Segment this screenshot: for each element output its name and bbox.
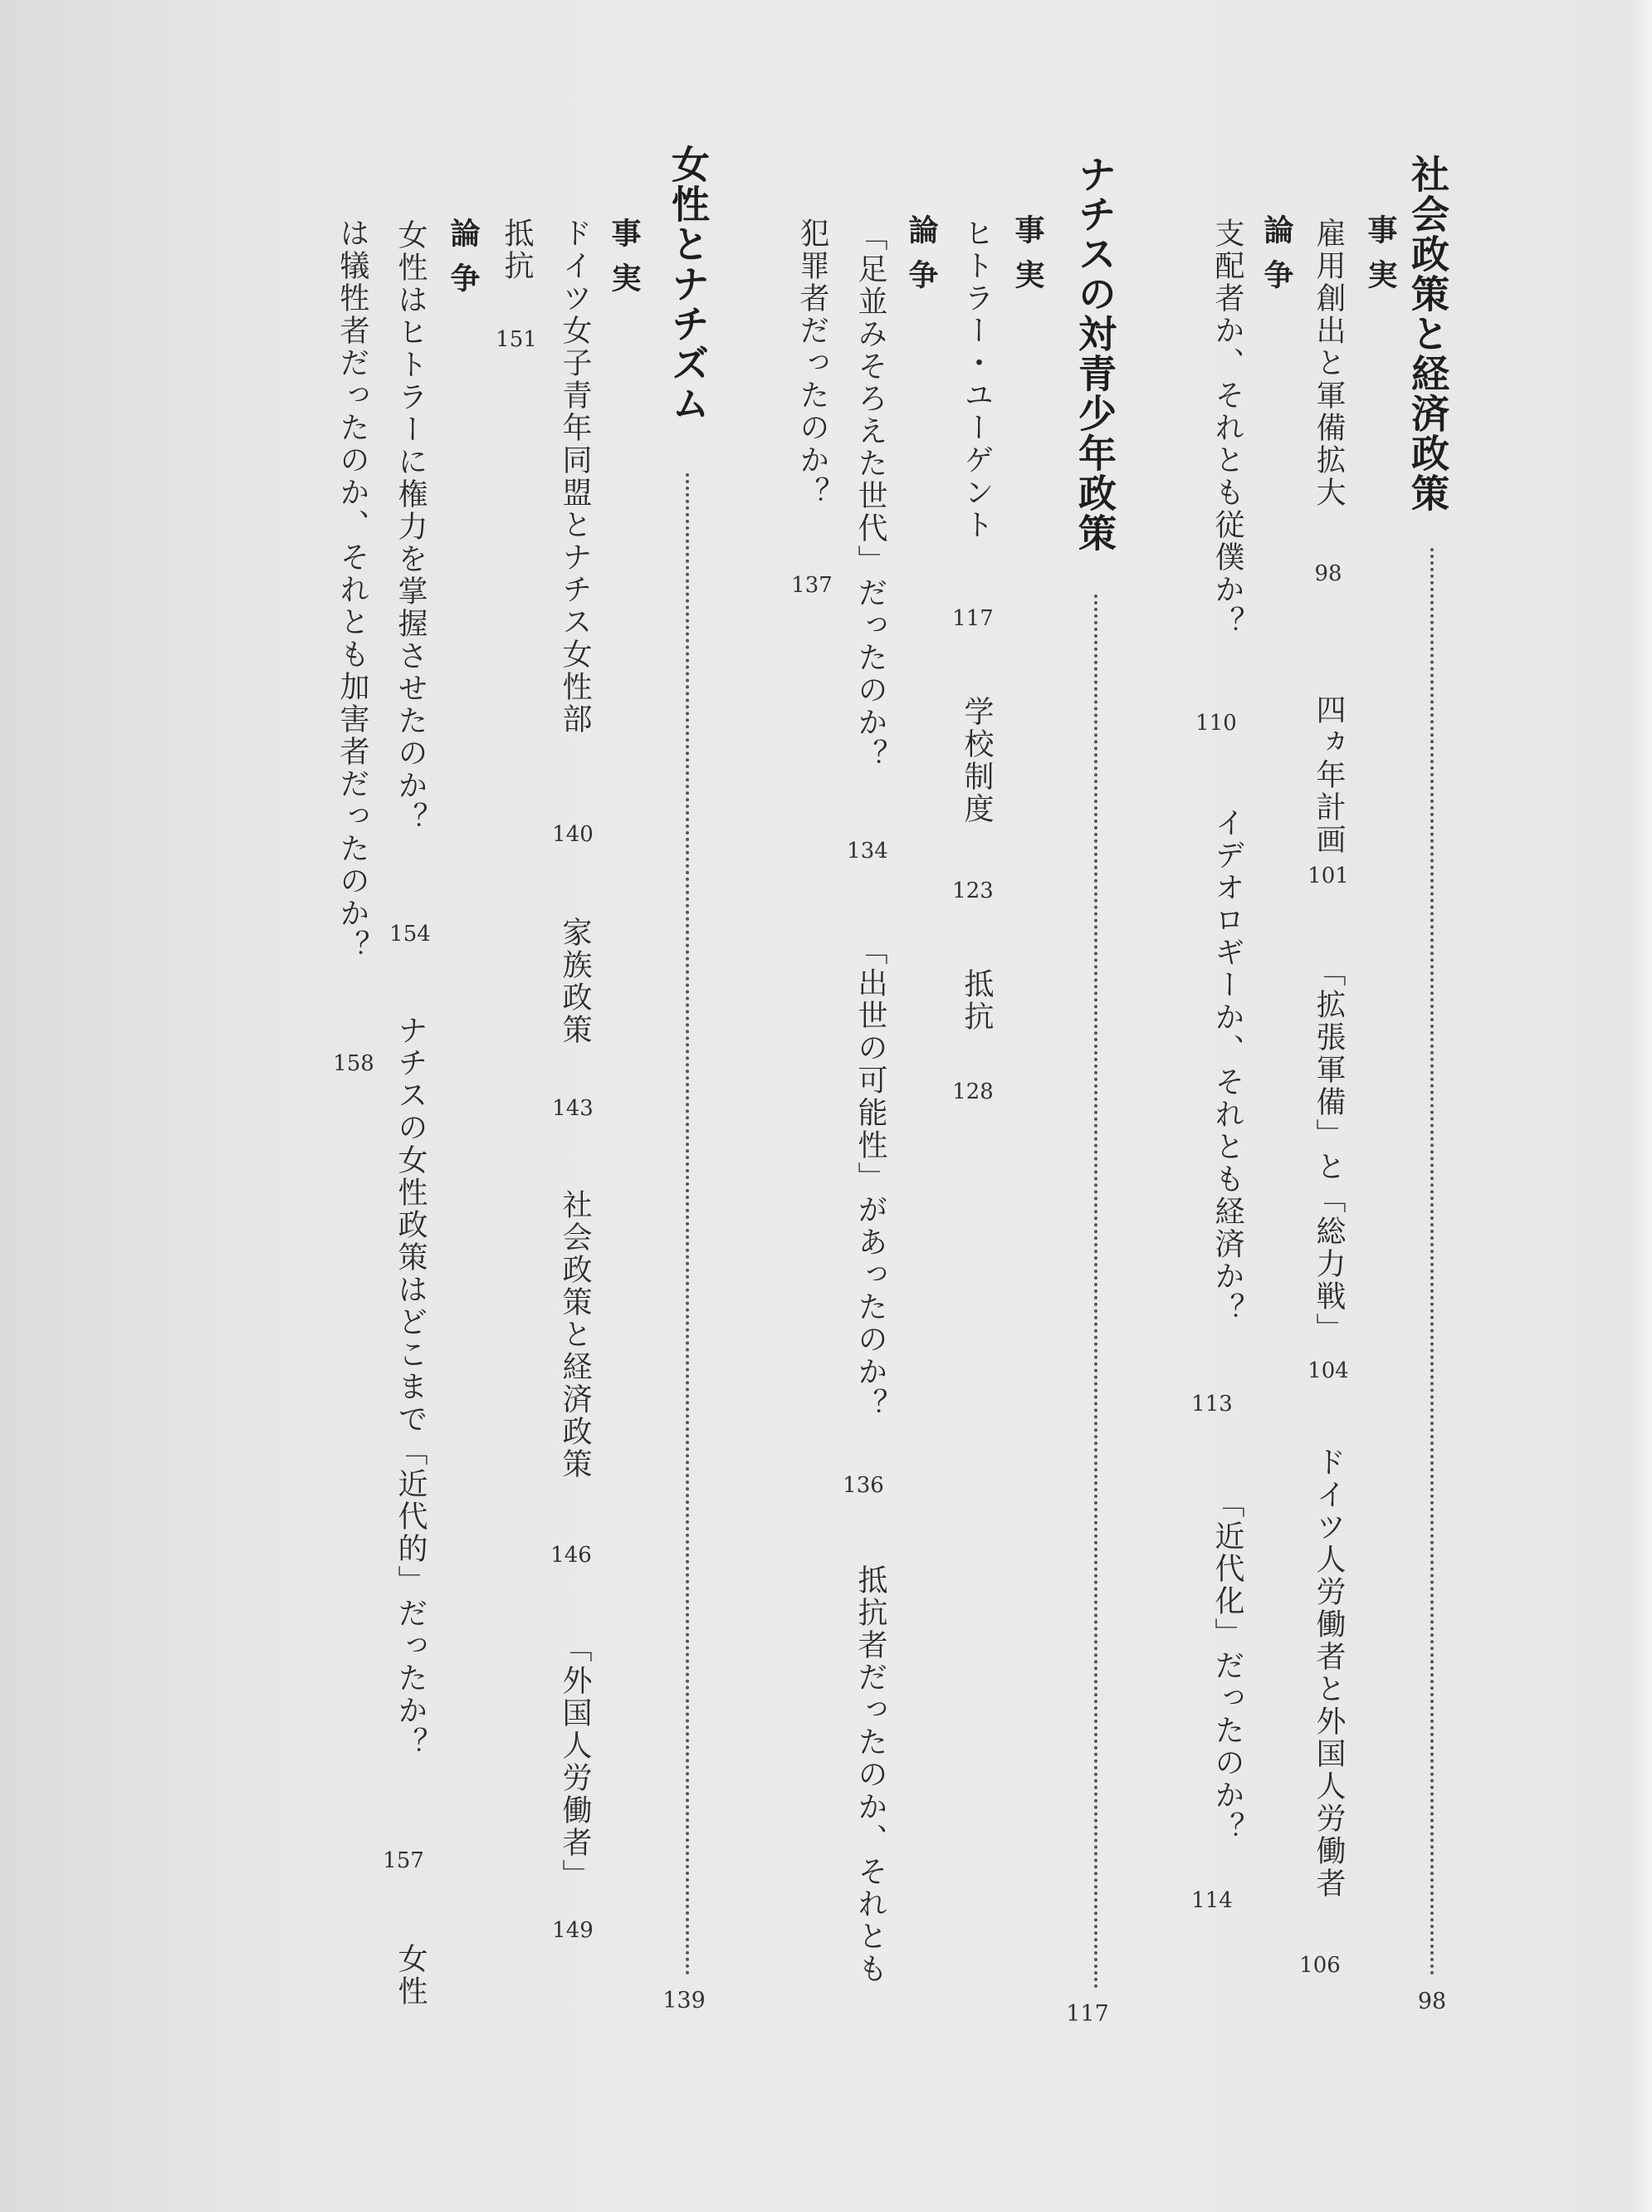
entry-page-number: 123 xyxy=(952,878,994,903)
entry-page-number: 104 xyxy=(1307,1358,1349,1383)
toc-entry: 「拡張軍備」と「総力戦」 xyxy=(1312,957,1346,1345)
entry-page-number: 157 xyxy=(383,1848,424,1873)
entry-page-number: 154 xyxy=(389,922,431,947)
entry-page-number: 158 xyxy=(333,1051,374,1076)
toc-entry: 学校制度 xyxy=(960,696,994,825)
entry-page-number: 117 xyxy=(952,606,994,631)
entry-page-number: 136 xyxy=(843,1473,884,1498)
entry-page-number: 110 xyxy=(1195,711,1237,736)
chapter-title: ナチスの対青少年政策 xyxy=(1073,154,1117,553)
toc-entry: 「足並みそろえた世代」だったのか？ xyxy=(853,221,887,771)
debate-label: 論争 xyxy=(904,214,939,304)
chapter-title: 女性とナチズム xyxy=(666,144,711,423)
toc-entry: 女性 xyxy=(393,1943,428,2008)
toc-entry: 女性はヒトラーに権力を掌握させたのか？ xyxy=(393,219,428,834)
entry-page-number: 114 xyxy=(1191,1888,1233,1913)
toc-entry: 雇用創出と軍備拡大 xyxy=(1312,218,1346,509)
dotted-leader xyxy=(1094,595,1097,1989)
entry-page-number: 106 xyxy=(1299,1953,1341,1978)
toc-entry: 家族政策 xyxy=(558,917,592,1046)
entry-page-number: 98 xyxy=(1314,561,1342,586)
entry-page-number: 128 xyxy=(952,1079,994,1104)
entry-page-number: 143 xyxy=(552,1096,594,1121)
toc-entry: 抵抗者だったのか、それとも xyxy=(853,1564,887,1985)
chapter-page-number: 117 xyxy=(1066,2001,1109,2027)
chapter-title: 社会政策と経済政策 xyxy=(1405,154,1450,513)
toc-entry: 犯罪者だったのか？ xyxy=(795,218,829,509)
entry-page-number: 101 xyxy=(1307,864,1349,888)
entry-page-number: 146 xyxy=(550,1543,592,1568)
entry-page-number: 140 xyxy=(552,822,594,847)
toc-entry: 「出世の可能性」があったのか？ xyxy=(853,935,887,1421)
chapter-page-number: 98 xyxy=(1417,1989,1447,2014)
toc-entry: ヒトラー・ユーゲント xyxy=(960,218,994,541)
toc-entry: 抵抗 xyxy=(500,218,534,282)
dotted-leader xyxy=(686,473,689,1976)
entry-page-number: 137 xyxy=(791,573,833,598)
toc-entry: 支配者か、それとも従僕か？ xyxy=(1210,218,1244,639)
entry-page-number: 113 xyxy=(1191,1392,1233,1417)
fact-label: 事実 xyxy=(607,218,642,307)
toc-entry: 四ヵ年計画 xyxy=(1312,694,1346,856)
entry-page-number: 149 xyxy=(552,1918,594,1943)
fact-label: 事実 xyxy=(1363,214,1398,304)
debate-label: 論争 xyxy=(1259,214,1294,304)
page-edge xyxy=(1629,0,1652,2212)
toc-entry: イデオロギーか、それとも経済か？ xyxy=(1210,807,1244,1325)
entry-page-number: 134 xyxy=(847,839,888,864)
toc-entry: 抵抗 xyxy=(960,968,994,1033)
toc-entry: ドイツ人労働者と外国人労働者 xyxy=(1312,1446,1346,1900)
chapter-page-number: 139 xyxy=(662,1988,706,2014)
toc-entry: は犠牲者だったのか、それとも加害者だったのか？ xyxy=(335,218,369,962)
fact-label: 事実 xyxy=(1010,214,1045,304)
dotted-leader xyxy=(1430,548,1434,1976)
toc-entry: 「近代化」だったのか？ xyxy=(1210,1488,1244,1844)
entry-page-number: 151 xyxy=(496,327,537,352)
toc-entry: 社会政策と経済政策 xyxy=(558,1189,592,1480)
toc-entry: ナチスの女性政策はどこまで「近代的」だったか？ xyxy=(393,1015,428,1759)
toc-entry: 「外国人労働者」 xyxy=(558,1632,592,1891)
debate-label: 論争 xyxy=(446,218,481,307)
toc-entry: ドイツ女子青年同盟とナチス女性部 xyxy=(558,218,592,736)
